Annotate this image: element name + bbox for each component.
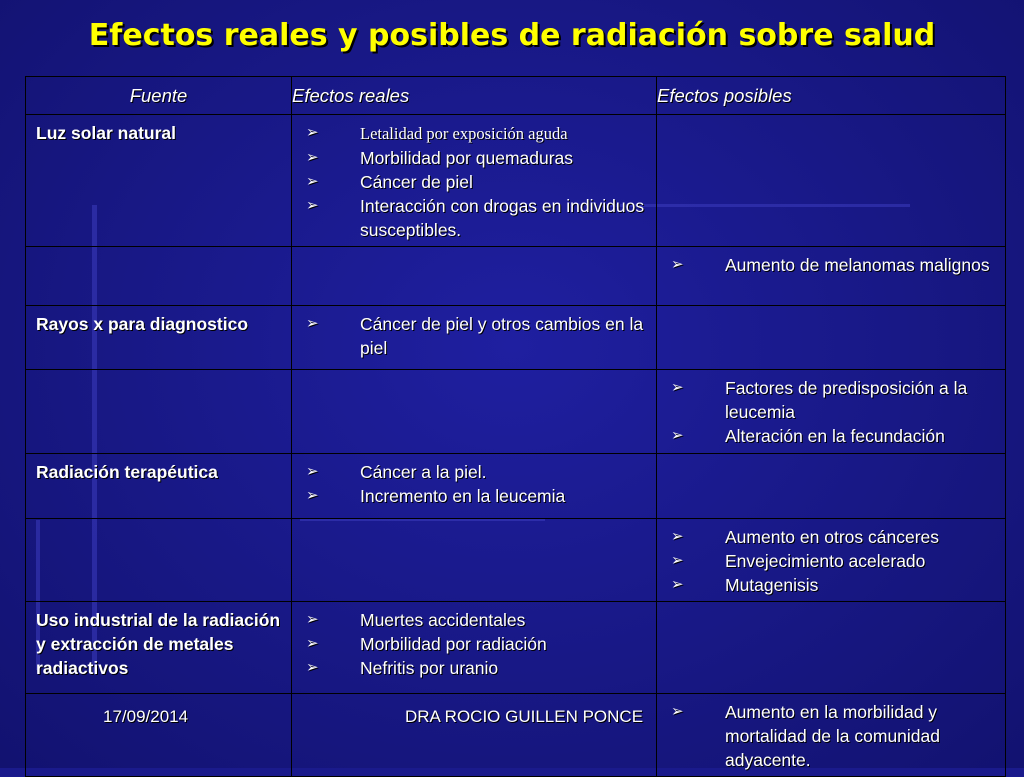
effects-table: [25, 76, 1006, 777]
real-effects-cell: [292, 454, 657, 519]
column-header-fuente: Fuente: [26, 77, 292, 115]
list-item: ➢ Muertes accidentales: [306, 610, 526, 630]
possible-effects-cell: [657, 602, 1006, 694]
list-item: ➢ Morbilidad por quemaduras: [306, 148, 574, 168]
possible-effects-cell: [657, 519, 1006, 602]
list-item: ➢ Cáncer de piel: [306, 172, 473, 192]
list-item: ➢ Nefritis por uranio: [306, 658, 499, 678]
list-item: ➢ Incremento en la leucemia: [306, 486, 566, 506]
arrow-bullet-icon: ➢: [671, 703, 684, 720]
arrow-bullet-icon: ➢: [306, 463, 319, 480]
possible-effects-cell: [657, 115, 1006, 247]
arrow-bullet-icon: ➢: [306, 659, 319, 676]
list-item: ➢ Cáncer de piel y otros cambios en la piel: [306, 314, 644, 358]
list-item: ➢ Letalidad por exposición aguda: [300, 121, 648, 146]
arrow-bullet-icon: ➢: [306, 315, 319, 332]
list-item: ➢ Alteración en la fecundación: [671, 426, 945, 446]
arrow-bullet-icon: ➢: [306, 197, 319, 214]
arrow-bullet-icon: ➢: [671, 427, 684, 444]
table-row: [26, 247, 1006, 306]
source-cell: [26, 694, 292, 777]
footer-date: 17/09/2014: [103, 707, 189, 726]
list-item: ➢ Morbilidad por radiación: [306, 634, 547, 654]
possible-effects-cell: [657, 306, 1006, 370]
table-row: [26, 306, 1006, 370]
possible-effects-cell: [657, 454, 1006, 519]
source-cell: Radiación terapéutica: [26, 454, 292, 519]
list-item: ➢ Aumento de melanomas malignos: [671, 255, 990, 275]
table-row: [26, 694, 1006, 777]
real-effects-cell: [292, 115, 657, 247]
arrow-bullet-icon: ➢: [671, 256, 684, 273]
real-effects-cell: [292, 247, 657, 306]
real-effects-cell: [292, 519, 657, 602]
table-row: [26, 454, 1006, 519]
arrow-bullet-icon: ➢: [671, 552, 684, 569]
arrow-bullet-icon: ➢: [306, 149, 319, 166]
source-cell: Rayos x para diagnostico: [26, 306, 292, 370]
real-effects-cell: [292, 694, 657, 777]
table-row: [26, 519, 1006, 602]
arrow-bullet-icon: ➢: [306, 611, 319, 628]
real-effects-cell: [292, 602, 657, 694]
table-row: [26, 115, 1006, 247]
list-item: ➢ Factores de predisposición a la leucemia: [671, 378, 968, 422]
source-cell: [26, 519, 292, 602]
arrow-bullet-icon: ➢: [671, 528, 684, 545]
possible-effects-cell: [657, 694, 1006, 777]
arrow-bullet-icon: ➢: [671, 379, 684, 396]
arrow-bullet-icon: ➢: [306, 124, 319, 141]
possible-effects-cell: [657, 247, 1006, 306]
source-cell: [26, 247, 292, 306]
source-cell: Uso industrial de la radiación y extracción de metales radiactivos: [26, 602, 292, 694]
table-row: [26, 370, 1006, 454]
possible-effects-cell: [657, 370, 1006, 454]
table-row: [26, 602, 1006, 694]
arrow-bullet-icon: ➢: [306, 635, 319, 652]
list-item: ➢ Mutagenisis: [671, 575, 819, 595]
list-item: ➢ Cáncer a la piel.: [306, 462, 487, 482]
source-cell: [26, 370, 292, 454]
slide-title: Efectos reales y posibles de radiación sobre salud: [88, 18, 936, 53]
list-item: ➢ Aumento en la morbilidad y mortalidad de la comunidad adyacente.: [671, 702, 940, 770]
source-cell: Luz solar natural: [26, 115, 292, 247]
table-header-row: [26, 77, 1006, 115]
column-header-efectos-reales: Efectos reales: [292, 77, 657, 115]
arrow-bullet-icon: ➢: [306, 487, 319, 504]
list-item: ➢ Interacción con drogas en individuos susceptibles.: [306, 196, 645, 240]
list-item: ➢ Envejecimiento acelerado: [671, 551, 926, 571]
arrow-bullet-icon: ➢: [306, 173, 319, 190]
list-item: ➢ Aumento en otros cánceres: [671, 527, 940, 547]
real-effects-cell: [292, 306, 657, 370]
arrow-bullet-icon: ➢: [671, 576, 684, 593]
column-header-efectos-posibles: Efectos posibles: [657, 77, 1006, 115]
real-effects-cell: [292, 370, 657, 454]
footer-author: DRA ROCIO GUILLEN PONCE: [405, 707, 644, 726]
